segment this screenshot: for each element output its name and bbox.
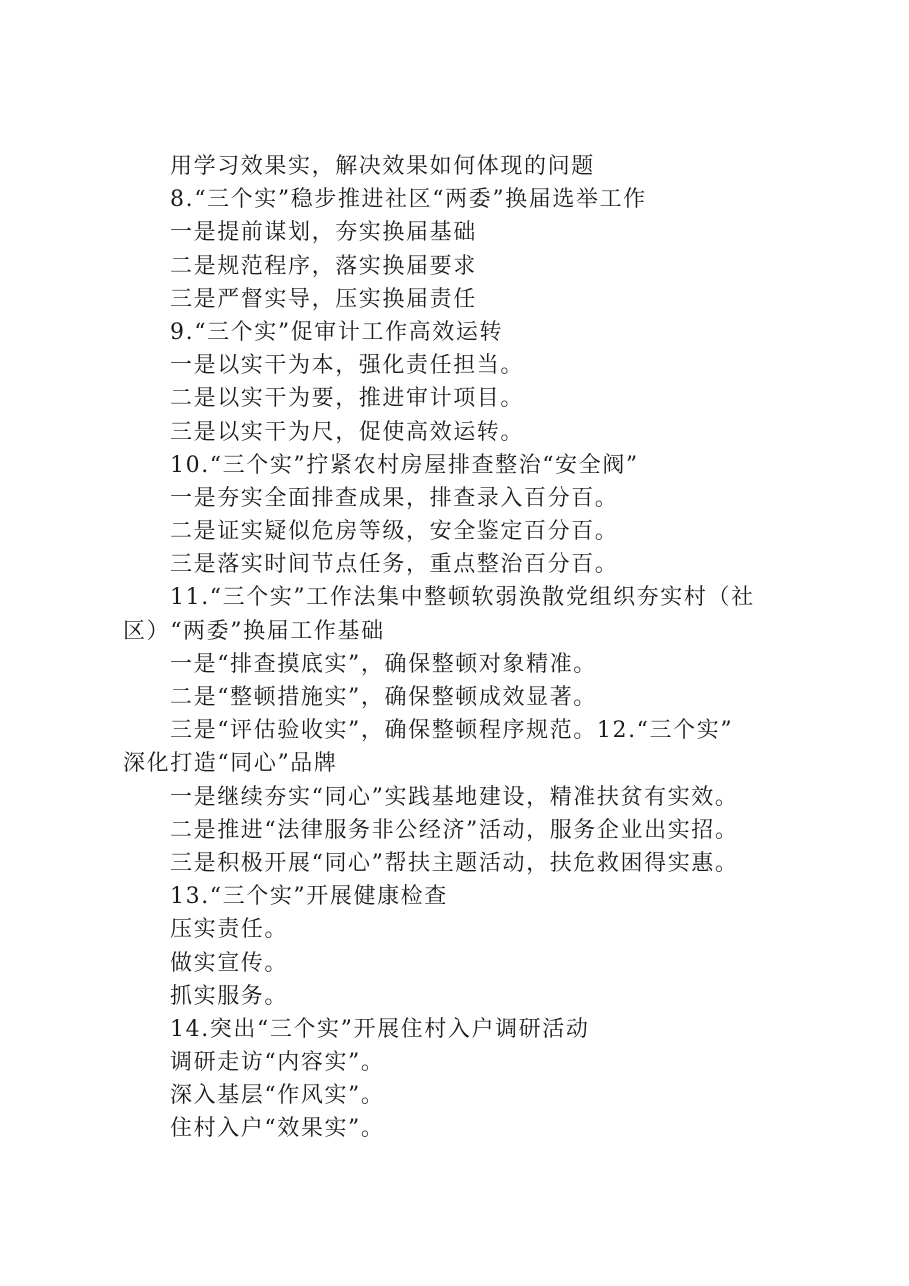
text-line: 二是证实疑似危房等级，安全鉴定百分百。: [170, 519, 619, 545]
text-line: 11.“三个实”工作法集中整顿软弱涣散党组织夯实村（社: [170, 585, 755, 611]
text-line: 一是夯实全面排查成果，排查录入百分百。: [170, 485, 619, 511]
text-line: 调研走访“内容实”。: [170, 1050, 385, 1076]
text-line: 10.“三个实”拧紧农村房屋排查整治“安全阀”: [170, 452, 639, 478]
text-line: 做实宣传。: [170, 950, 289, 976]
text-line: 三是落实时间节点任务，重点整治百分百。: [170, 552, 619, 578]
text-line: 一是提前谋划，夯实换届基础: [170, 220, 477, 246]
text-line: 区）“两委”换届工作基础: [123, 618, 385, 644]
text-line: 13.“三个实”开展健康检查: [170, 884, 448, 910]
text-line: 三是严督实导，压实换届责任: [170, 286, 477, 312]
text-line: 住村入户“效果实”。: [170, 1116, 385, 1142]
text-line: 三是“评估验收实”，确保整顿程序规范。12.“三个实”: [170, 718, 734, 744]
text-line: 二是推进“法律服务非公经济”活动，服务企业出实招。: [170, 817, 739, 843]
text-line: 8.“三个实”稳步推进社区“两委”换届选举工作: [170, 187, 647, 213]
text-line: 二是以实干为要，推进审计项目。: [170, 386, 525, 412]
text-line: 一是继续夯实“同心”实践基地建设，精准扶贫有实效。: [170, 784, 739, 810]
text-line: 二是“整顿措施实”，确保整顿成效显著。: [170, 685, 597, 710]
text-line: 9.“三个实”促审计工作高效运转: [170, 319, 504, 345]
text-line: 三是积极开展“同心”帮扶主题活动，扶危救困得实惠。: [170, 850, 739, 876]
text-line: 二是规范程序，落实换届要求: [170, 253, 477, 279]
text-line: 一是以实干为本，强化责任担当。: [170, 353, 525, 379]
text-line: 三是以实干为尺，促使高效运转。: [170, 419, 525, 445]
text-line: 用学习效果实，解决效果如何体现的问题: [170, 154, 595, 179]
text-line: 深化打造“同心”品牌: [123, 751, 338, 777]
text-line: 压实责任。: [170, 917, 289, 943]
document-body: [123, 150, 793, 1146]
text-line: 抓实服务。: [170, 983, 289, 1009]
text-line: 一是“排查摸底实”，确保整顿对象精准。: [170, 651, 597, 677]
text-line: 14.突出“三个实”开展住村入户调研活动: [170, 1016, 590, 1042]
text-line: 深入基层“作风实”。: [170, 1083, 385, 1109]
